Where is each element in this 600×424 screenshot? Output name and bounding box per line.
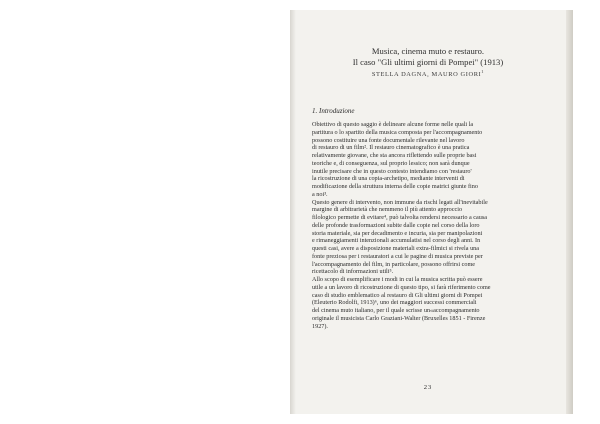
body-line: storia materiale, sia per decadimento e incuria, sia per manipolazioni [312, 229, 483, 237]
body-line: originale il musicista Carlo Graziani-Walter (Bruxelles 1851 - Firenze [312, 314, 486, 322]
article-authors [300, 69, 556, 78]
body-line: teoriche e, di conseguenza, sul proprio lessico; non sarà dunque [312, 159, 470, 167]
article-header [300, 46, 556, 78]
body-line: Obiettivo di questo saggio è delineare alcune forme nelle quali la [312, 121, 474, 128]
body-line: inutile precisare che in questo contesto intendiamo con 'restauro' [312, 167, 472, 175]
page-edge [566, 10, 573, 414]
body-line: a noi³. [312, 190, 328, 198]
body-line: di restauro di un film². Il restauro cinematografico è una pratica [312, 144, 470, 152]
body-text [312, 121, 554, 330]
article-title-line-2: Il caso "Gli ultimi giorni di Pompei" (1913) [352, 57, 504, 67]
section-heading: 1. Introduzione [312, 107, 355, 115]
body-line: possono costituire una fonte documentale rilevante nel lavoro [312, 136, 465, 144]
page-gutter-shadow [290, 10, 296, 414]
body-line: relativamente giovane, che sta ancora riflettendo sulle proprie basi [312, 152, 477, 159]
body-line: utile a un lavoro di ricostruzione di questo tipo, si farà riferimento come [312, 283, 491, 291]
body-line: e rimaneggiamenti intenzionali accumulatisi nel corso degli anni. In [312, 237, 481, 245]
body-line: modificazione della struttura interna delle copie matrici giunte fino [312, 183, 478, 190]
body-line: 1927). [312, 322, 328, 330]
body-line: margine di arbitrarietà che nemmeno il più attento approccio [312, 206, 463, 214]
body-line: caso di studio emblematico al restauro di Gli ultimi giorni di Pompei [312, 291, 483, 299]
body-line: Allo scopo di esemplificare i modi in cui la musica scritta può essere [312, 276, 483, 283]
article-title-line-1: Musica, cinema muto e restauro. [371, 46, 485, 56]
body-line: del cinema muto italiano, per il quale scrisse un«accompagnamento [312, 307, 480, 314]
body-line: partitura o lo spartito della musica composta per l'accompagnamento [312, 128, 483, 136]
body-line: l'accompagnamento del film, in particolare, possono offrirsi come [312, 260, 476, 268]
body-line: filologico permette di evitare⁴, può talvolta rendersi necessario a causa [312, 214, 487, 221]
body-line: la ricostruzione di una copia-archetipo, mediante interventi di [312, 175, 465, 183]
body-line: Questo genere di intervento, non immune da rischi legati all'inevitabile [312, 198, 488, 206]
body-line: questi casi, avere a disposizione materiali extra-filmici si rivela una [312, 245, 479, 252]
body-line: fonte preziosa per i restauratori a cui le pagine di musica previste per [312, 252, 483, 260]
body-line: (Eleuterio Rodolfi, 1913)⁶, uno dei maggiori successi commerciali [312, 299, 477, 307]
body-line: delle profonde trasformazioni subite dalle copie nel corso della loro [312, 221, 480, 229]
page-number: 23 [423, 384, 433, 391]
body-line: ricettacolo di informazioni utili⁵. [312, 268, 394, 276]
authors-names: STELLA DAGNA, MAURO GIORI [371, 71, 482, 79]
authors-footnote-mark: 1 [481, 69, 485, 74]
